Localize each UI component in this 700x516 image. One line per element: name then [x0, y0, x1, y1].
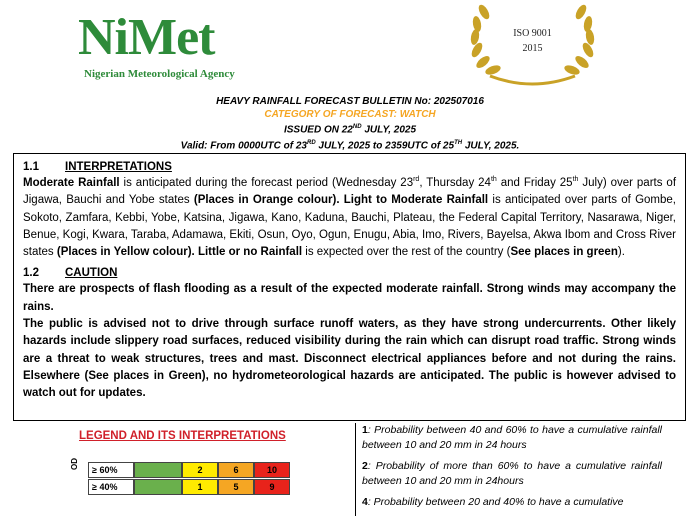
caution-paragraph-2: The public is advised not to drive through surface runoff waters, as they have strong undercurrents. Other likely hazards include slippery road surfaces, reduced visibility during the rain which can disrupt road traffic. Strong winds are a threat to weak structures, trees and mast. Disconnect electrical appliances before and not during the rains. Elsewhere (See places in Green), no hydrometeorological hazards are anticipated. The public is however advised to watch out for updates.	[23, 318, 676, 400]
legend-axis-label: OD	[70, 458, 79, 470]
legend-cell: 1	[182, 479, 218, 495]
legend-cell: 5	[218, 479, 254, 495]
forecast-category: CATEGORY OF FORECAST: WATCH	[264, 108, 436, 120]
bulletin-title: HEAVY RAINFALL FORECAST BULLETIN No: 202507016	[216, 96, 484, 107]
interpretations-text: Moderate Rainfall is anticipated during the forecast period (Wednesday 23rd, Thursday 24th and Friday 25th July) over parts of Jigawa, Bauchi and Yobe states (Places in Orange colour). Light to Moderate Rainfall is anticipated over parts of Gombe, Sokoto, Zamfara, Kebbi, Yobe, Katsina, Jigawa, Kano, Kaduna, Bauchi, Plateau, the Federal Capital Territory, Nasarawa, Niger, Benue, Kogi, Kwara, Taraba, Adamawa, Ekiti, Osun, Oyo, Ogun, Enugu, Abia, Imo, Rivers, Bayelsa, Akwa Ibom and Cross River states (Places in Yellow colour). Little or no Rainfall is expected over the rest of the country (See places in green).	[23, 176, 677, 259]
header	[0, 0, 700, 92]
legend-cell: 2	[182, 462, 218, 478]
iso-year: 2015	[522, 43, 543, 54]
definition-item: 2: Probability of more than 60% to have a cumulative rainfall between 10 and 20 mm in 24hours	[362, 460, 662, 487]
legend-cell	[134, 479, 182, 495]
legend-cell: 10	[254, 462, 290, 478]
definition-item: 4: Probability between 20 and 40% to have a cumulative	[362, 496, 624, 508]
nimet-logo	[78, 8, 258, 84]
legend-cell: 9	[254, 479, 290, 495]
interpretations-heading: 1.1 INTERPRETATIONS	[23, 161, 172, 173]
iso-certification-seal	[455, 0, 610, 88]
legend-definitions	[355, 423, 662, 516]
issued-date: ISSUED ON 22ND JULY, 2025	[283, 124, 417, 136]
iso-standard: ISO 9001	[513, 28, 552, 39]
logo-text: NiMet	[78, 9, 215, 66]
legend-row-label: ≥ 60%	[88, 462, 134, 478]
legend-row-label: ≥ 40%	[88, 479, 134, 495]
legend-cell	[134, 462, 182, 478]
bulletin-titles	[0, 96, 700, 153]
agency-name: Nigerian Meteorological Agency	[84, 68, 235, 80]
caution-heading: 1.2 CAUTION	[23, 267, 118, 280]
legend-cell: 6	[218, 462, 254, 478]
legend-title: LEGEND AND ITS INTERPRETATIONS	[79, 430, 286, 442]
caution-paragraph-1: There are prospects of flash flooding as a result of the expected moderate rainfall. Strong winds may accompany the rains.	[23, 283, 676, 313]
definition-item: 1: Probability between 40 and 60% to have a cumulative rainfall between 10 and 20 mm in 24 hours	[362, 424, 662, 451]
forecast-details-box	[13, 153, 686, 421]
validity-period: Valid: From 0000UTC of 23RD JULY, 2025 to 2359UTC of 25TH JULY, 2025.	[180, 139, 520, 152]
